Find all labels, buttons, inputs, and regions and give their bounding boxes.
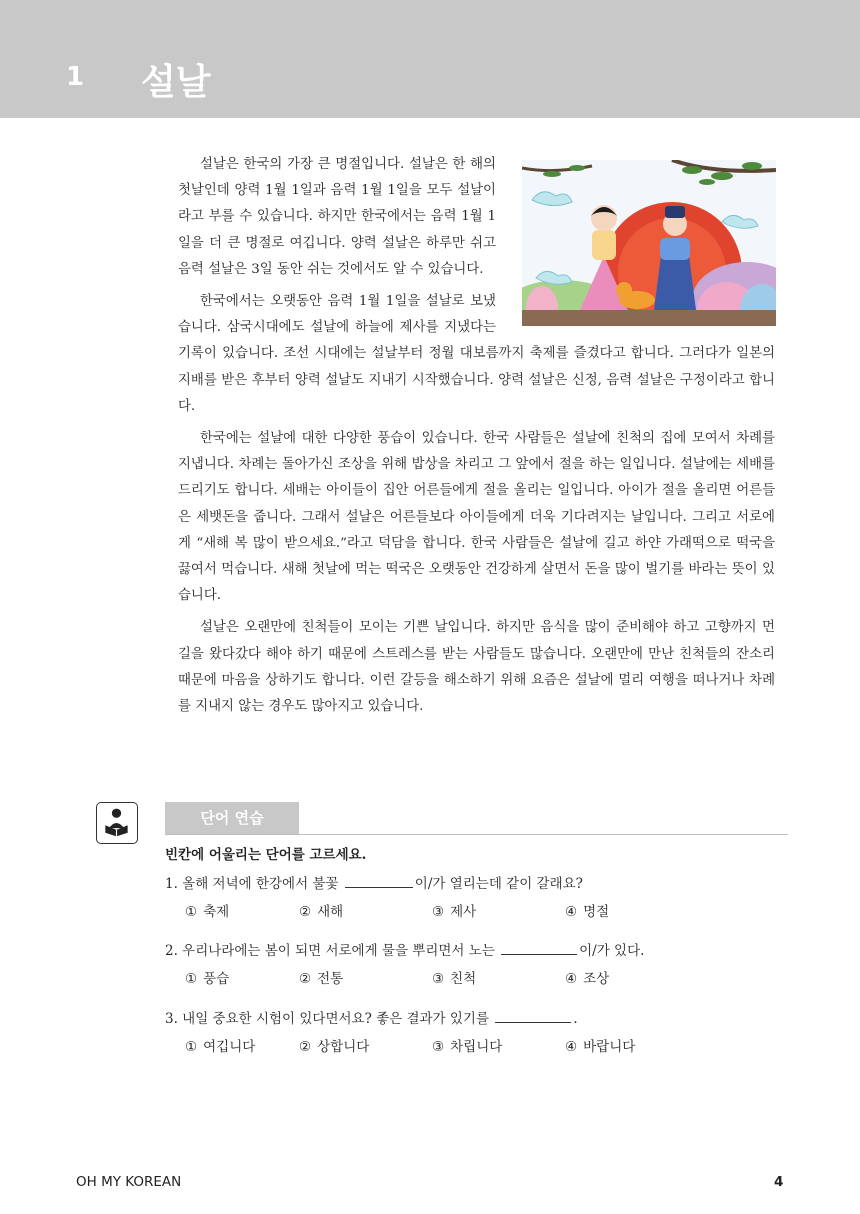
question-3 [165,1009,636,1055]
answer-options [165,900,610,920]
chapter-header [0,0,860,118]
option-1[interactable]: ① 여깁니다 [185,1039,256,1055]
passage-paragraph: 한국에는 설날에 대한 다양한 풍습이 있습니다. 한국 사람들은 설날에 친척의 집에 모여서 차례를 지냅니다. 차례는 돌아가신 조상을 위해 밥상을 차리고 그 앞에서 절을 하는 일입니다. 설날에는 세배를 드리기도 합니다. 세배는 아이들이 집안 어른들에게 절을 올리는 일입니다. 아이가 절을 올리면 어른들은 세뱃돈을 줍니다. 그래서 설날은 어른들보다 아이들에게 더욱 기다려지는 날입니다. 그리고 서로에게 “새해 복 많이 받으세요.”라고 덕담을 합니다. 한국 사람들은 설날에 길고 하얀 가래떡으로 떡국을 끓여서 먹습니다. 새해 첫날에 먹는 떡국은 오랫동안 건강하게 살면서 돈을 많이 벌기를 바라는 뜻이 있습니다. [178,431,775,604]
chapter-number: 1 [66,62,85,92]
option-2[interactable]: ② 상합니다 [299,1039,370,1055]
option-3[interactable]: ③ 친척 [432,971,477,987]
reading-person-icon [96,802,138,844]
question-ending: . [573,1011,578,1027]
new-year-illustration [522,160,776,326]
question-ending: 이/가 있다. [579,943,645,959]
reading-passage [178,152,775,720]
page-number: 4 [774,1174,784,1190]
vocab-section-tab: 단어 연습 [165,802,299,834]
question-text [165,941,644,961]
option-4[interactable]: ④ 바랍니다 [565,1039,636,1055]
option-4[interactable]: ④ 조상 [565,971,610,987]
question-stem: 2. 우리나라에는 봄이 되면 서로에게 물을 뿌리면서 노는 [165,943,500,959]
chapter-title: 설날 [141,62,211,103]
passage-paragraph: 설날은 오랜만에 친척들이 모이는 기쁜 날입니다. 하지만 음식을 많이 준비해야 하고 고향까지 먼 길을 왔다갔다 해야 하기 때문에 스트레스를 받는 사람들도 많습니다. 오랜만에 만난 친척들의 잔소리 때문에 마음을 상하기도 합니다. 이런 갈등을 해소하기 위해 요즘은 설날에 멀리 여행을 떠나거나 차례를 지내지 않는 경우도 많아지고 있습니다. [178,620,775,715]
option-1[interactable]: ① 축제 [185,904,230,920]
section-divider [165,834,788,835]
answer-options [165,1035,636,1055]
question-2 [165,941,644,987]
passage-paragraph: 한국에서는 오랫동안 음력 1월 1일을 설날로 보냈습니다. 삼국시대에도 설날에 하늘에 제사를 지냈다는 기록이 있습니다. 조선 시대에는 설날부터 정월 대보름까지 축제를 즐겼다고 합니다. 그러다가 일본의 지배를 받은 후부터 양력 설날도 지내기 시작했습니다. 양력 설날은 신정, 음력 설날은 구정이라고 합니다. [178,294,775,414]
option-4[interactable]: ④ 명절 [565,904,610,920]
option-2[interactable]: ② 새해 [299,904,344,920]
question-ending: 이/가 열리는데 같이 갈래요? [414,876,583,892]
question-stem: 3. 내일 중요한 시험이 있다면서요? 좋은 결과가 있기를 [165,1011,494,1027]
passage-paragraph: 설날은 한국의 가장 큰 명절입니다. 설날은 한 해의 첫날인데 양력 1월 1일과 음력 1월 1일을 모두 설날이라고 부를 수 있습니다. 하지만 한국에서는 음력 1월 1일을 더 큰 명절로 여깁니다. 양력 설날은 하루만 쉬고 음력 설날은 3일 동안 쉬는 것에서도 알 수 있습니다. [178,157,496,277]
option-2[interactable]: ② 전통 [299,971,344,987]
option-3[interactable]: ③ 차립니다 [432,1039,503,1055]
question-stem: 1. 올해 저녁에 한강에서 불꽃 [165,876,343,892]
question-text [165,874,583,894]
option-1[interactable]: ① 풍습 [185,971,230,987]
answer-blank [495,1009,571,1023]
question-text [165,1009,578,1029]
answer-options [165,967,644,987]
option-3[interactable]: ③ 제사 [432,904,477,920]
answer-blank [501,941,577,955]
question-1 [165,874,610,920]
answer-blank [345,874,413,888]
exercise-instruction: 빈칸에 어울리는 단어를 고르세요. [165,847,367,863]
footer-brand: OH MY KOREAN [76,1174,182,1190]
